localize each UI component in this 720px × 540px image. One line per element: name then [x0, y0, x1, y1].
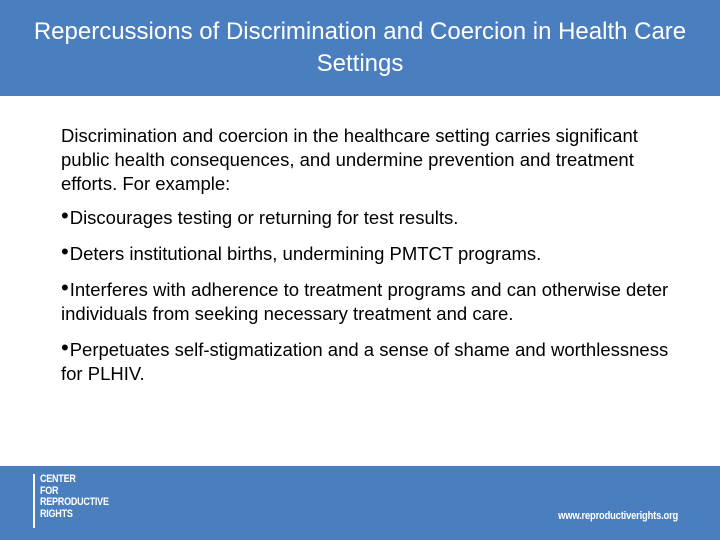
- logo-text: [40, 474, 109, 520]
- logo-rule: [33, 474, 35, 528]
- organization-logo: [33, 474, 124, 528]
- logo-line: REPRODUCTIVE: [40, 496, 109, 508]
- title-bar: [0, 0, 720, 96]
- bullet-text: Perpetuates self-stigmatization and a sense of shame and worthlessness for PLHIV.: [61, 339, 669, 384]
- bullet-icon: •: [61, 335, 69, 360]
- logo-line: RIGHTS: [40, 507, 73, 520]
- bullet-text: Interferes with adherence to treatment programs and can otherwise deter individuals from seeking necessary treatment and care.: [61, 279, 669, 324]
- bullet-text: Discourages testing or returning for test results.: [69, 207, 459, 228]
- bullet-icon: •: [61, 275, 69, 300]
- bullet-item: [61, 335, 671, 386]
- bullet-icon: •: [61, 203, 69, 228]
- logo-line: CENTER: [40, 473, 76, 485]
- bullet-item: [61, 275, 671, 326]
- slide-title: Repercussions of Discrimination and Coercion in Health Care Settings: [33, 18, 687, 77]
- intro-paragraph: Discrimination and coercion in the healthcare setting carries significant public health consequences, and undermine prevention and treatment efforts. For example:: [61, 125, 638, 194]
- bullet-text: Deters institutional births, undermining PMTCT programs.: [69, 243, 542, 264]
- bullet-item: [61, 239, 671, 266]
- bullet-icon: •: [61, 239, 69, 264]
- slide-body: [61, 124, 671, 398]
- logo-line: FOR: [40, 484, 59, 497]
- website-url: www.reproductiverights.org: [558, 510, 678, 522]
- bullet-item: [61, 203, 671, 230]
